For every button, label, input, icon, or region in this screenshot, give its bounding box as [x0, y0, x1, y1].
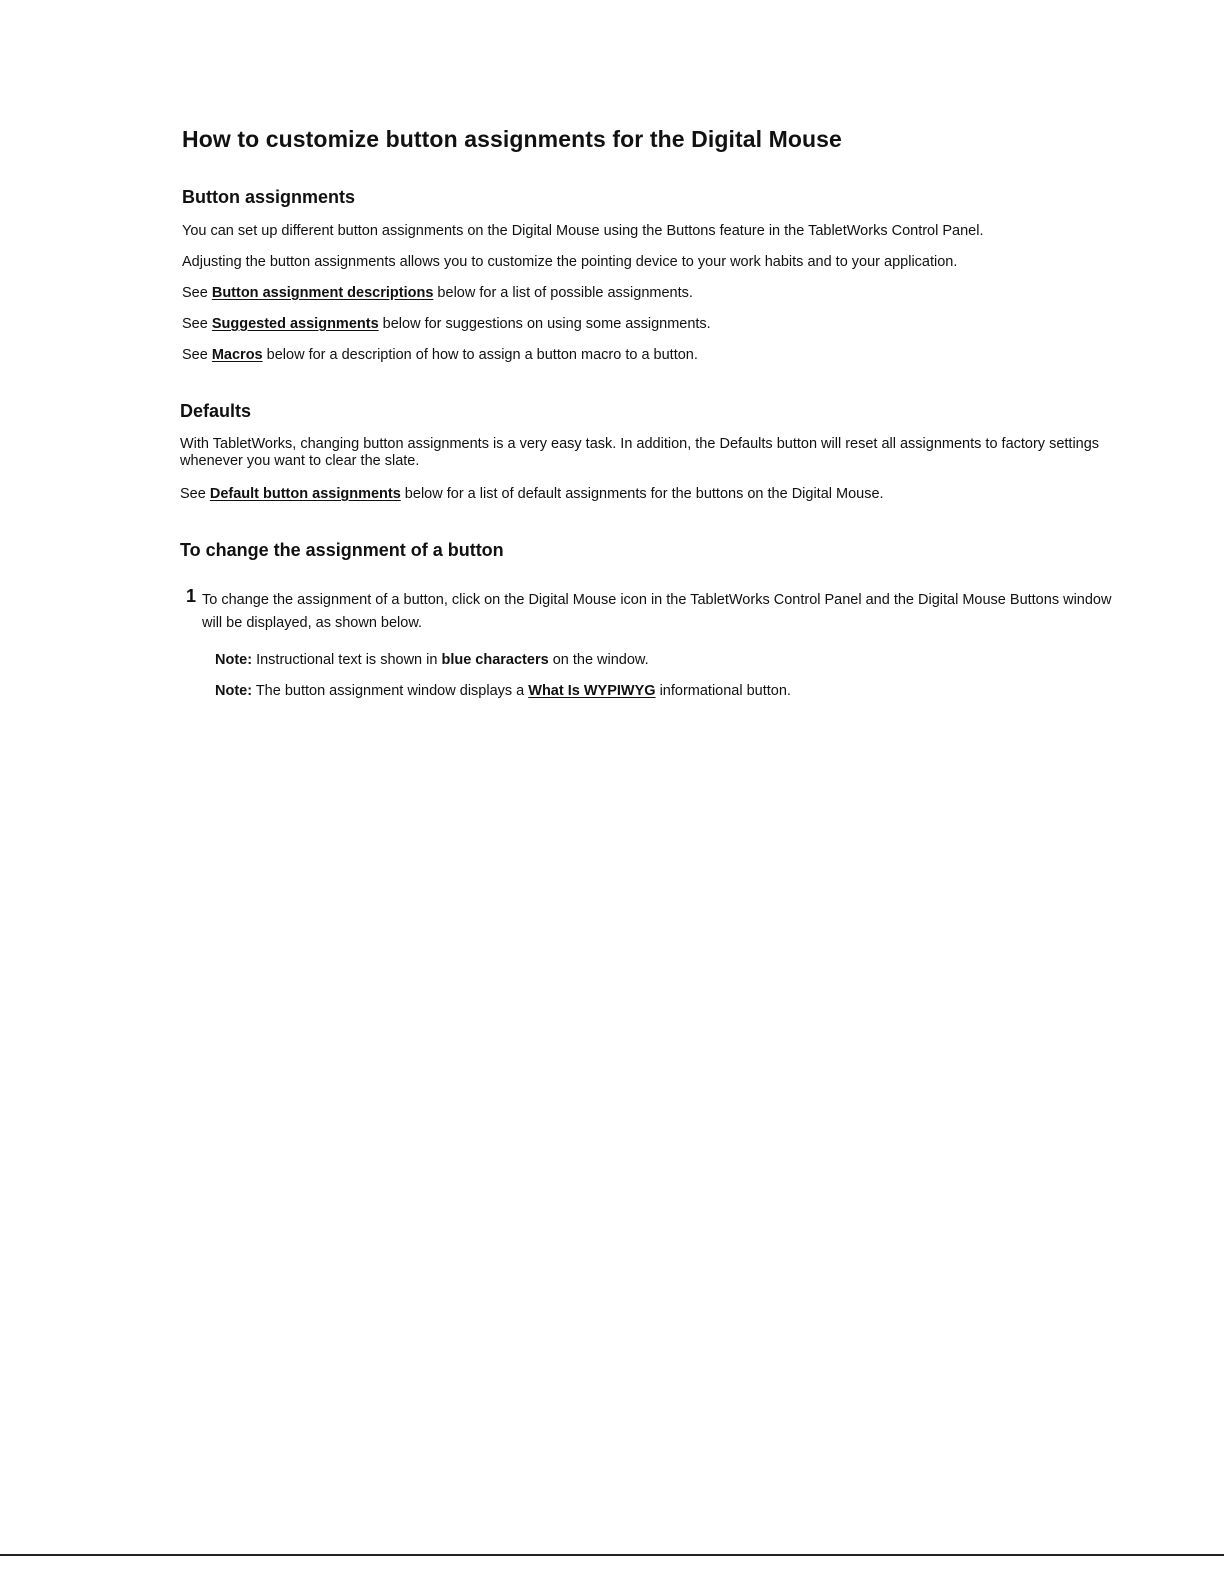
button-assignment-descriptions-link[interactable]: Button assignment descriptions [211, 285, 434, 301]
see-prefix: See [182, 285, 212, 301]
see-button-assignment-descriptions [182, 284, 693, 303]
see-suffix: below for suggestions on using some assignments. [378, 316, 711, 332]
what-is-wypiwyg-link[interactable]: What Is WYPIWYG [528, 683, 656, 699]
bottom-divider [0, 1554, 1224, 1556]
note-text: on the window. [548, 652, 649, 668]
see-suffix: below for a list of default assignments for the buttons on the Digital Mouse. [400, 486, 884, 502]
see-prefix: See [182, 316, 212, 332]
step-number: 1 [186, 586, 197, 606]
see-default-button-assignments [180, 485, 884, 504]
button-assignments-para-1: You can set up different button assignments on the Digital Mouse using the Buttons feature in the TabletWorks Control Panel. [182, 223, 984, 239]
change-assignment-heading: To change the assignment of a button [180, 540, 504, 560]
see-suggested-assignments [182, 315, 711, 334]
note-text: informational button. [655, 683, 791, 699]
note-label: Note: [215, 683, 253, 699]
default-button-assignments-link[interactable]: Default button assignments [209, 486, 401, 502]
see-macros [182, 346, 698, 365]
macros-link[interactable]: Macros [211, 347, 263, 363]
button-assignments-para-2: Adjusting the button assignments allows you to customize the pointing device to your work habits and to your application. [182, 254, 958, 270]
step-1-text: To change the assignment of a button, click on the Digital Mouse icon in the TabletWorks Control Panel and the Digital Mouse Buttons window will be displayed, as shown below. [202, 592, 1112, 631]
see-suffix: below for a list of possible assignments. [433, 285, 693, 301]
page-title: How to customize button assignments for the Digital Mouse [182, 126, 842, 152]
blue-characters-emphasis: blue characters [441, 652, 549, 668]
defaults-para: With TabletWorks, changing button assignments is a very easy task. In addition, the Defaults button will reset all assignments to factory settings whenever you want to clear the slate. [180, 436, 1100, 469]
see-prefix: See [182, 347, 212, 363]
see-suffix: below for a description of how to assign a button macro to a button. [262, 347, 698, 363]
note-1 [215, 651, 649, 670]
defaults-heading: Defaults [180, 401, 252, 421]
suggested-assignments-link[interactable]: Suggested assignments [211, 316, 379, 332]
note-text: Instructional text is shown in [252, 652, 442, 668]
see-prefix: See [180, 486, 210, 502]
note-2 [215, 682, 791, 701]
note-text: The button assignment window displays a [252, 683, 529, 699]
button-assignments-heading: Button assignments [182, 187, 356, 207]
note-label: Note: [215, 652, 253, 668]
